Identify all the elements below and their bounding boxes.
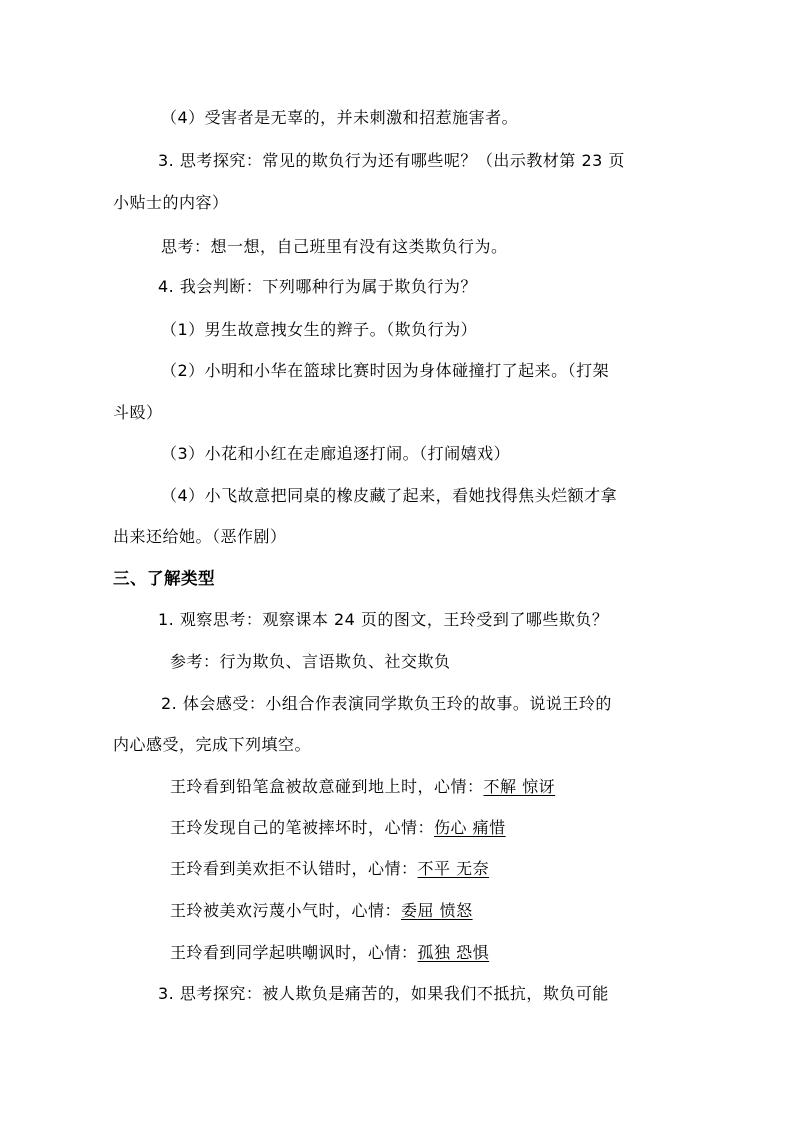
paragraph-reflect: 思考：想一想，自己班里有没有这类欺负行为。 — [161, 237, 508, 256]
feeling-answer: 不解 惊讶 — [483, 777, 556, 796]
feeling-answer: 伤心 痛惜 — [434, 818, 506, 837]
paragraph-think-explore-3: 3. 思考探究：常见的欺负行为还有哪些呢？（出示教材第 23 页 — [158, 151, 625, 170]
feeling-answer: 不平 无奈 — [417, 859, 490, 878]
paragraph-judge-item-3: （3）小花和小红在走廊追逐打闹。（打闹嬉戏） — [161, 444, 511, 463]
paragraph-judge-item-2-cont: 斗殴） — [113, 403, 163, 422]
feeling-row — [170, 900, 473, 922]
feeling-row — [170, 858, 489, 880]
paragraph-think-explore-3-cont: 小贴士的内容） — [113, 193, 229, 212]
paragraph-judge-item-2: （2）小明和小华在篮球比赛时因为身体碰撞打了起来。（打架 — [161, 361, 610, 380]
paragraph-think-explore-3b: 3. 思考探究：被人欺负是痛苦的，如果我们不抵抗，欺负可能 — [158, 984, 609, 1003]
paragraph-judge-item-4-cont: 出来还给她。（恶作剧） — [113, 527, 287, 546]
feeling-row — [170, 817, 506, 839]
feeling-prompt: 王玲看到铅笔盒被故意碰到地上时，心情： — [170, 777, 484, 796]
paragraph-judge-4: 4. 我会判断：下列哪种行为属于欺负行为？ — [158, 277, 477, 296]
paragraph-judge-item-4: （4）小飞故意把同桌的橡皮藏了起来，看她找得焦头烂额才拿 — [161, 486, 618, 505]
section-heading-types: 三、了解类型 — [113, 569, 215, 588]
paragraph-experience-2-cont: 内心感受，完成下列填空。 — [113, 735, 312, 754]
paragraph-experience-2: 2. 体会感受：小组合作表演同学欺负王玲的故事。说说王玲的 — [161, 694, 612, 713]
paragraph-reference: 参考：行为欺负、言语欺负、社交欺负 — [170, 652, 451, 671]
feeling-row — [170, 776, 555, 798]
feeling-row — [170, 942, 489, 964]
paragraph-victim-innocent: （4）受害者是无辜的，并未刺激和招惹施害者。 — [161, 108, 519, 127]
feeling-prompt: 王玲看到同学起哄嘲讽时，心情： — [170, 943, 418, 962]
paragraph-judge-item-1: （1）男生故意拽女生的辫子。（欺负行为） — [161, 320, 478, 339]
feeling-prompt: 王玲被美欢污蔑小气时，心情： — [170, 901, 402, 920]
feeling-prompt: 王玲看到美欢拒不认错时，心情： — [170, 859, 418, 878]
feeling-prompt: 王玲发现自己的笔被摔坏时，心情： — [170, 818, 435, 837]
paragraph-observe-1: 1. 观察思考：观察课本 24 页的图文，王玲受到了哪些欺负？ — [158, 610, 609, 629]
feeling-answer: 委屈 愤怒 — [401, 901, 473, 920]
feeling-answer: 孤独 恐惧 — [417, 943, 490, 962]
